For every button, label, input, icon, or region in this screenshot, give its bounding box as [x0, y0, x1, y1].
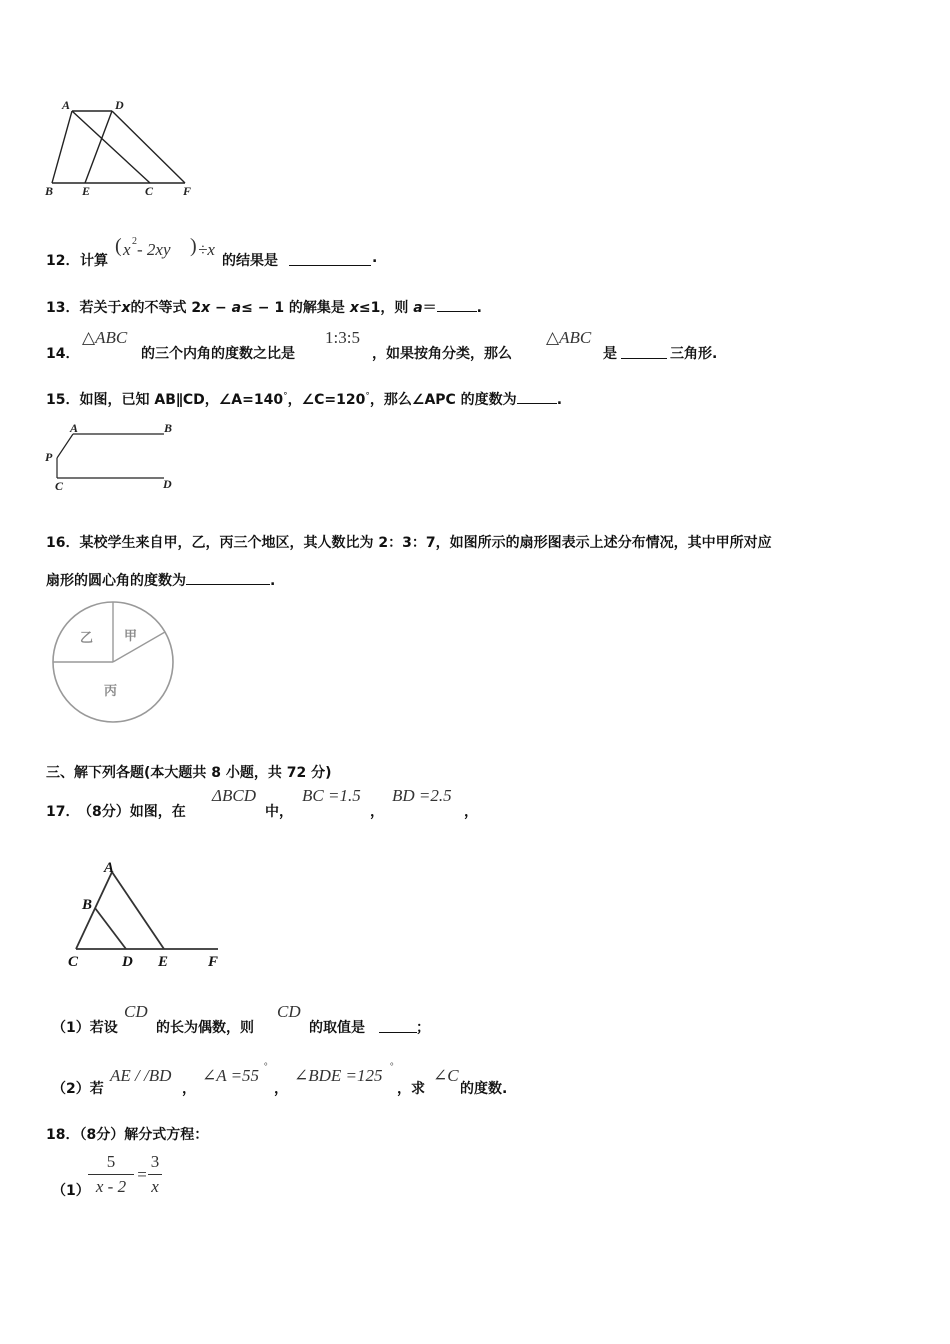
- question-text: ≤ − 1 的解集是: [241, 300, 350, 316]
- question-text: 的度数.: [460, 1081, 508, 1097]
- question-text: 的长为偶数，则: [156, 1020, 254, 1036]
- length-bd: BD =2.5: [392, 786, 452, 805]
- equals-sign: =: [137, 1165, 147, 1184]
- section-3-title: 三、解下列各题(本大题共 8 小题，共 72 分): [46, 765, 332, 781]
- segment-cd: CD: [124, 1002, 148, 1021]
- answer-blank: [379, 1017, 417, 1033]
- question-text: 扇形的圆心角的度数为: [46, 573, 186, 589]
- question-15: [46, 389, 562, 409]
- label-A: A: [70, 421, 79, 435]
- question-number: 15．: [46, 392, 80, 408]
- question-text: 的取值是: [309, 1020, 365, 1036]
- question-text: 如图，已知 AB∥CD，∠A=140: [79, 392, 284, 408]
- question-text: 三角形.: [670, 346, 718, 362]
- question-text: 若关于: [79, 300, 122, 316]
- denominator: x - 2: [95, 1177, 127, 1196]
- answer-blank: [517, 389, 557, 404]
- separator: ，: [274, 1081, 288, 1097]
- var-a: a: [413, 300, 423, 316]
- fraction-right: [148, 1152, 162, 1197]
- label-B: B: [45, 184, 54, 198]
- answer-blank: [186, 570, 270, 585]
- segment-cd: CD: [277, 1002, 301, 1021]
- label-B: B: [164, 421, 173, 435]
- question-text: 中，: [265, 804, 293, 820]
- var-a: a: [231, 300, 242, 316]
- label-C: C: [68, 954, 79, 970]
- degree-symbol: °: [264, 1061, 268, 1071]
- triangle-abc: △ABC: [82, 328, 128, 347]
- fraction-left: [88, 1152, 134, 1197]
- label-E: E: [158, 954, 169, 970]
- question-18: [46, 1124, 208, 1144]
- question-number: 13．: [46, 300, 80, 316]
- question-text: 的不等式 2: [130, 300, 202, 316]
- label-D: D: [163, 477, 172, 491]
- label-B: B: [82, 897, 93, 913]
- separator: ，: [370, 804, 384, 820]
- degree-symbol: °: [283, 391, 288, 402]
- expr-rest: - 2xy: [137, 240, 171, 259]
- question-17-part2: [52, 1061, 752, 1097]
- label-F: F: [183, 184, 192, 198]
- label-C: C: [145, 184, 154, 198]
- figure-q17: [46, 850, 246, 975]
- question-number: 12．: [46, 253, 80, 269]
- part-label: （2）若: [52, 1081, 104, 1097]
- question-text: 某校学生来自甲，乙，丙三个地区，其人数比为 2：3：7，如图所示的扇形图表示上述分布情况，其中甲所对应: [79, 535, 772, 551]
- question-number: 17．: [46, 804, 80, 820]
- pie-chart-q16: [48, 600, 178, 725]
- expr-paren-open: (: [115, 235, 122, 257]
- expr-divide: ÷x: [198, 240, 215, 259]
- question-13: [46, 297, 482, 317]
- length-bc: BC =1.5: [302, 786, 361, 805]
- figure-q15: [40, 420, 190, 500]
- question-number: 14．: [46, 346, 80, 362]
- separator: ，: [182, 1081, 196, 1097]
- part-label: （1）: [52, 1183, 90, 1199]
- question-text: ，∠C=120: [287, 392, 366, 408]
- part-label: （1）若设: [52, 1020, 118, 1036]
- question-text: ，如果按角分类，那么: [372, 346, 512, 362]
- figure-q11: [40, 95, 210, 205]
- label-P: P: [45, 450, 53, 464]
- question-number: 16．: [46, 535, 80, 551]
- degree-symbol: °: [365, 391, 370, 402]
- question-end: .: [556, 392, 563, 408]
- question-text: ，求: [397, 1081, 425, 1097]
- question-text: 的三个内角的度数之比是: [141, 346, 295, 362]
- question-end: ；: [416, 1020, 430, 1036]
- separator: ，: [464, 804, 478, 820]
- expr-exponent: 2: [132, 236, 137, 247]
- expr-base: x: [123, 240, 131, 259]
- label-A: A: [62, 98, 71, 112]
- question-18-part1: [52, 1152, 252, 1204]
- numerator: 5: [106, 1152, 116, 1171]
- question-number: 18．: [46, 1127, 80, 1143]
- question-16-line2: [46, 570, 275, 590]
- question-14: [46, 326, 926, 360]
- question-text: 是: [603, 346, 617, 362]
- question-end: .: [270, 573, 276, 589]
- sector-bing: 丙: [104, 684, 118, 699]
- question-text: ≤1，则: [358, 300, 414, 316]
- var-x: x: [121, 300, 131, 316]
- angle-ratio: 1:3:5: [325, 328, 360, 347]
- answer-blank: [289, 250, 371, 266]
- sector-yi: 乙: [80, 631, 94, 646]
- question-end: .: [372, 250, 378, 266]
- denominator: x: [151, 1177, 159, 1196]
- question-16: [46, 532, 772, 552]
- angle-c: ∠C: [433, 1066, 459, 1085]
- label-D: D: [115, 98, 124, 112]
- triangle-abc: △ABC: [546, 328, 592, 347]
- angle-bde: ∠BDE =125: [294, 1066, 383, 1085]
- question-text: 的结果是: [222, 253, 278, 269]
- answer-blank: [621, 343, 667, 359]
- var-x: x: [201, 300, 211, 316]
- degree-symbol: °: [390, 1061, 394, 1071]
- label-A: A: [104, 860, 115, 876]
- label-D: D: [122, 954, 133, 970]
- angle-a: ∠A =55: [202, 1066, 260, 1085]
- parallel-ae-bd: AE / /BD: [110, 1066, 172, 1085]
- question-text: （8分）如图，在: [78, 804, 186, 820]
- label-F: F: [208, 954, 219, 970]
- answer-blank: [437, 297, 477, 312]
- var-x: x: [349, 300, 359, 316]
- numerator: 3: [150, 1152, 160, 1171]
- question-text: （8分）解分式方程：: [79, 1127, 209, 1143]
- triangle-bcd: ΔBCD: [212, 786, 256, 805]
- sector-jia: 甲: [124, 629, 138, 644]
- question-17: [46, 784, 646, 818]
- question-text: ，那么∠APC 的度数为: [369, 392, 517, 408]
- question-end: .: [476, 300, 482, 316]
- label-C: C: [55, 479, 64, 493]
- question-text: 计算: [80, 253, 108, 269]
- question-17-part1: [52, 1000, 652, 1036]
- question-text: −: [210, 300, 232, 316]
- question-text: ＝: [422, 300, 437, 316]
- label-E: E: [82, 184, 91, 198]
- expr-paren-close: ): [190, 235, 197, 257]
